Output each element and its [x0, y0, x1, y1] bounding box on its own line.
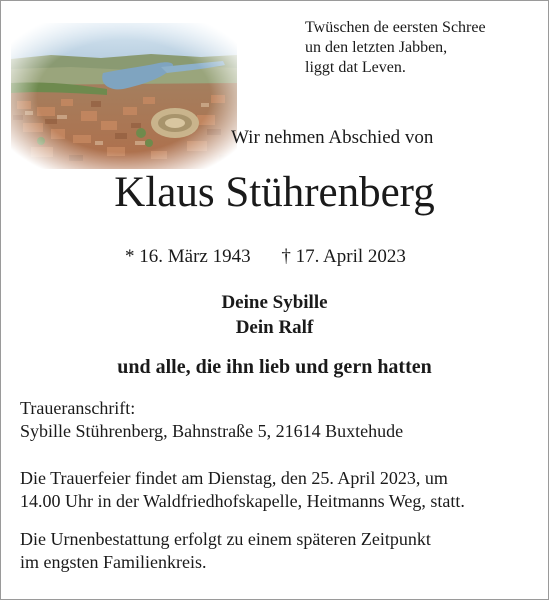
mourning-address	[20, 397, 403, 443]
ceremony-line: 14.00 Uhr in der Waldfriedhofskapelle, Heitmanns Weg, statt.	[20, 491, 465, 511]
death-date: † 17. April 2023	[281, 246, 406, 267]
burial-line: Die Urnenbestattung erfolgt zu einem späteren Zeitpunkt	[20, 529, 431, 549]
poem-line: Twüschen de eersten Schree	[305, 19, 486, 36]
address-label: Traueranschrift:	[20, 398, 136, 418]
ceremony-line: Die Trauerfeier findet am Dienstag, den 25. April 2023, um	[20, 468, 448, 488]
mourners	[1, 290, 548, 340]
farewell-text: Wir nehmen Abschied von	[231, 127, 434, 148]
poem-line: un den letzten Jabben,	[305, 39, 448, 56]
address-line: Sybille Stührenberg, Bahnstraße 5, 21614 Buxtehude	[20, 421, 404, 441]
deceased-name: Klaus Stührenberg	[114, 169, 435, 216]
poem-line: liggt dat Leven.	[305, 59, 406, 76]
mourner: Dein Ralf	[235, 317, 314, 338]
closing-line: und alle, die ihn lieb und gern hatten	[117, 356, 432, 378]
city-aerial-photo	[11, 23, 237, 169]
birth-date: * 16. März 1943	[125, 246, 251, 267]
mourner: Deine Sybille	[221, 292, 328, 313]
life-dates	[125, 246, 406, 268]
funeral-ceremony-info	[20, 467, 465, 513]
poem	[305, 18, 486, 78]
urn-burial-info	[20, 528, 431, 574]
burial-line: im engsten Familienkreis.	[20, 552, 207, 572]
